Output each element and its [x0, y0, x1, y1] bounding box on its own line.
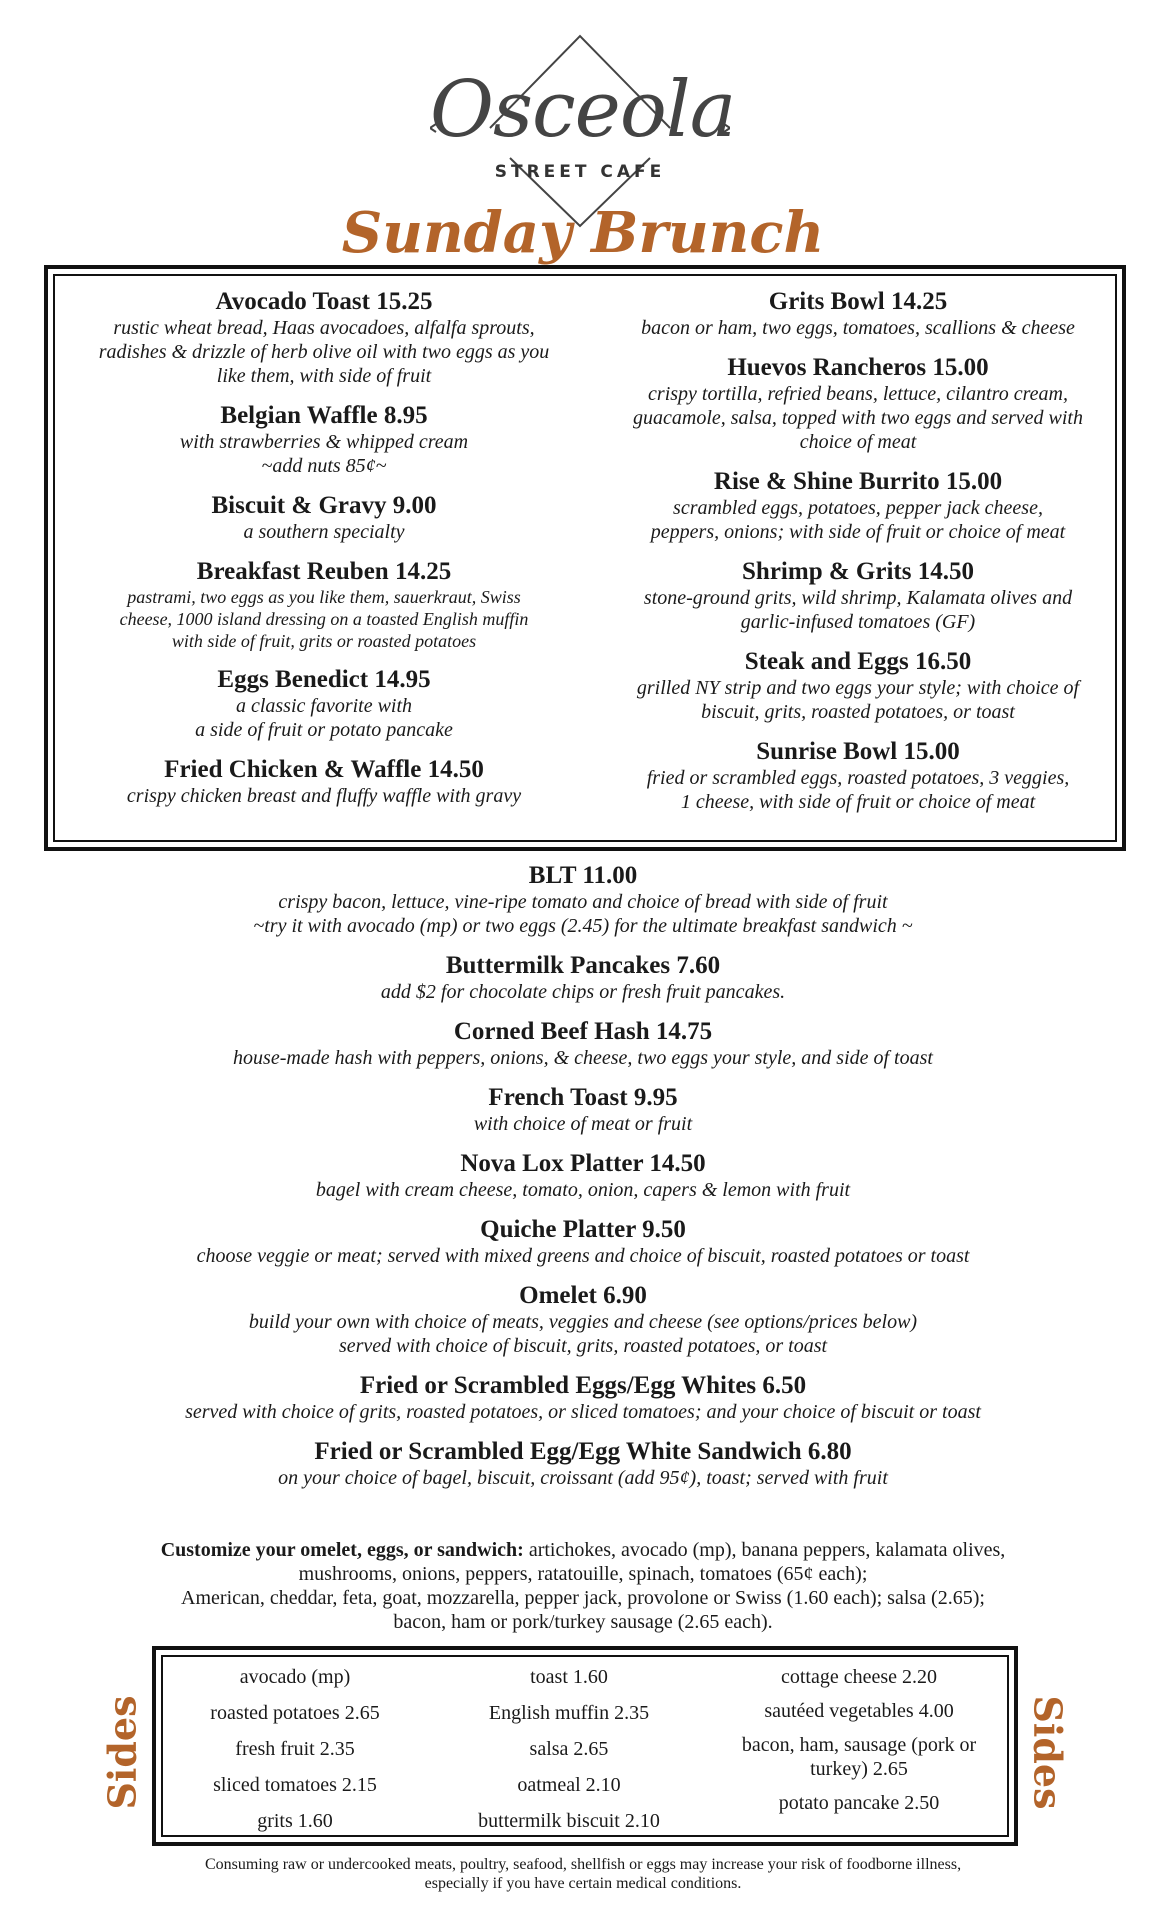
menu-item: Steak and Eggs 16.50 grilled NY strip and two eggs your style; with choice of biscuit, grits, roasted potatoes, or toast: [593, 648, 1123, 724]
menu-item: Corned Beef Hash 14.75 house-made hash with peppers, onions, & cheese, two eggs your style, and side of toast: [0, 1018, 1166, 1070]
menu-item-title: Omelet 6.90: [519, 1282, 647, 1309]
menu-item: BLT 11.00 crispy bacon, lettuce, vine-ripe tomato and choice of bread with side of fruit ~try it with avocado (mp) or two eggs (2.45) for the ultimate breakfast sandwich ~: [0, 862, 1166, 938]
menu-item-title: Sunrise Bowl 15.00: [756, 738, 960, 765]
side-item: cottage cheese 2.20: [780, 1666, 938, 1688]
side-item: English muffin 2.35: [488, 1702, 650, 1724]
menu-item-title: Fried or Scrambled Egg/Egg White Sandwich 6.80: [314, 1438, 852, 1465]
side-item: toast 1.60: [530, 1666, 608, 1688]
menu-item: Quiche Platter 9.50 choose veggie or meat; served with mixed greens and choice of biscuit, roasted potatoes or toast: [0, 1216, 1166, 1268]
menu-item-title: Fried Chicken & Waffle 14.50: [164, 756, 484, 783]
menu-item: Omelet 6.90 build your own with choice of meats, veggies and cheese (see options/prices below) served with choice of biscuit, grits, roasted potatoes, or toast: [0, 1282, 1166, 1358]
customize-label: Customize your omelet, eggs, or sandwich:: [160, 1539, 524, 1561]
side-item: sliced tomatoes 2.15: [213, 1774, 377, 1796]
menu-item-title: Buttermilk Pancakes 7.60: [445, 952, 721, 979]
menu-item-title: Avocado Toast 15.25: [215, 288, 433, 315]
sides-label-right: Sides: [1025, 1695, 1071, 1810]
menu-item: Grits Bowl 14.25 bacon or ham, two eggs, tomatoes, scallions & cheese: [593, 288, 1123, 340]
menu-item: Rise & Shine Burrito 15.00 scrambled eggs, potatoes, pepper jack cheese, peppers, onions; with side of fruit or choice of meat: [593, 468, 1123, 544]
featured-box: [44, 265, 1126, 851]
side-item: avocado (mp): [239, 1666, 351, 1688]
menu-item: Biscuit & Gravy 9.00 a southern specialty: [59, 492, 589, 544]
page-title: Sunday Brunch: [341, 200, 825, 266]
sides-column-2: [435, 1665, 703, 1845]
menu-item-title: Rise & Shine Burrito 15.00: [713, 468, 1003, 495]
menu-item-title: Biscuit & Gravy 9.00: [211, 492, 437, 519]
menu-item: Fried or Scrambled Egg/Egg White Sandwich 6.80 on your choice of bagel, biscuit, croissant (add 95¢), toast; served with fruit: [0, 1438, 1166, 1490]
side-item: sautéed vegetables 4.00: [764, 1700, 954, 1722]
side-item: buttermilk biscuit 2.10: [478, 1810, 660, 1832]
main-menu-list: [0, 862, 1166, 1504]
menu-item-title: Shrimp & Grits 14.50: [742, 558, 974, 585]
menu-item: Sunrise Bowl 15.00 fried or scrambled eggs, roasted potatoes, 3 veggies, 1 cheese, with side of fruit or choice of meat: [593, 738, 1123, 814]
menu-item: Fried or Scrambled Eggs/Egg Whites 6.50 served with choice of grits, roasted potatoes, or sliced tomatoes; and your choice of biscuit or toast: [0, 1372, 1166, 1424]
menu-item-title: Huevos Rancheros 15.00: [727, 354, 989, 381]
side-item: roasted potatoes 2.65: [210, 1702, 380, 1724]
food-safety-warning: Consuming raw or undercooked meats, poultry, seafood, shellfish or eggs may increase your risk of foodborne illness, especially if you have certain medical conditions.: [204, 1856, 962, 1892]
featured-right-column: [593, 288, 1123, 828]
menu-item-title: BLT 11.00: [528, 862, 638, 889]
menu-item-title: Steak and Eggs 16.50: [744, 648, 972, 675]
menu-item: Nova Lox Platter 14.50 bagel with cream cheese, tomato, onion, capers & lemon with fruit: [0, 1150, 1166, 1202]
sides-column-3: [713, 1665, 1005, 1825]
logo-tagline: STREET CAFE: [494, 162, 666, 182]
menu-item: Breakfast Reuben 14.25 pastrami, two eggs as you like them, sauerkraut, Swiss cheese, 1000 island dressing on a toasted English muffin with side of fruit, grits or roasted potatoes: [59, 558, 589, 652]
logo-name: Osceola: [430, 65, 736, 155]
menu-item: French Toast 9.95 with choice of meat or fruit: [0, 1084, 1166, 1136]
side-item: potato pancake 2.50: [778, 1792, 940, 1814]
menu-item: Eggs Benedict 14.95 a classic favorite with a side of fruit or potato pancake: [59, 666, 589, 742]
logo: [430, 28, 736, 228]
side-item: grits 1.60: [257, 1810, 333, 1832]
menu-item-title: Fried or Scrambled Eggs/Egg Whites 6.50: [359, 1372, 807, 1399]
menu-item-title: Grits Bowl 14.25: [768, 288, 948, 315]
featured-left-column: [59, 288, 589, 822]
menu-item-title: Breakfast Reuben 14.25: [196, 558, 452, 585]
menu-item: Shrimp & Grits 14.50 stone-ground grits, wild shrimp, Kalamata olives and garlic-infused tomatoes (GF): [593, 558, 1123, 634]
menu-item-title: Belgian Waffle 8.95: [220, 402, 428, 429]
sides-box: [152, 1646, 1018, 1846]
side-item: oatmeal 2.10: [517, 1774, 621, 1796]
sides-column-1: [175, 1665, 415, 1845]
menu-item: Buttermilk Pancakes 7.60 add $2 for chocolate chips or fresh fruit pancakes.: [0, 952, 1166, 1004]
menu-item-title: French Toast 9.95: [488, 1084, 678, 1111]
side-item: salsa 2.65: [529, 1738, 609, 1760]
sides-label-left: Sides: [99, 1695, 145, 1810]
menu-item-title: Nova Lox Platter 14.50: [460, 1150, 706, 1177]
customize-note: Customize your omelet, eggs, or sandwich: artichokes, avocado (mp), banana peppers, kalamata olives, mushrooms, onions, peppers, ratatouille, spinach, tomatoes (65¢ each); American, cheddar, feta, goat, mozzarella, pepper jack, provolone or Swiss (1.60 each); salsa (2.65); bacon, ham or pork/turkey sausage (2.65 each).: [160, 1539, 1006, 1633]
menu-item-title: Corned Beef Hash 14.75: [453, 1018, 713, 1045]
side-item: fresh fruit 2.35: [235, 1738, 355, 1760]
menu-item-title: Quiche Platter 9.50: [480, 1216, 686, 1243]
menu-item: Fried Chicken & Waffle 14.50 crispy chicken breast and fluffy waffle with gravy: [59, 756, 589, 808]
menu-item-title: Eggs Benedict 14.95: [217, 666, 431, 693]
menu-item: Huevos Rancheros 15.00 crispy tortilla, refried beans, lettuce, cilantro cream, guacamole, salsa, topped with two eggs and served with choice of meat: [593, 354, 1123, 454]
menu-item: Belgian Waffle 8.95 with strawberries & whipped cream ~add nuts 85¢~: [59, 402, 589, 478]
menu-item: Avocado Toast 15.25 rustic wheat bread, Haas avocadoes, alfalfa sprouts, radishes & drizzle of herb olive oil with two eggs as you like them, with side of fruit: [59, 288, 589, 388]
side-item: bacon, ham, sausage (pork or turkey) 2.65: [741, 1734, 977, 1780]
